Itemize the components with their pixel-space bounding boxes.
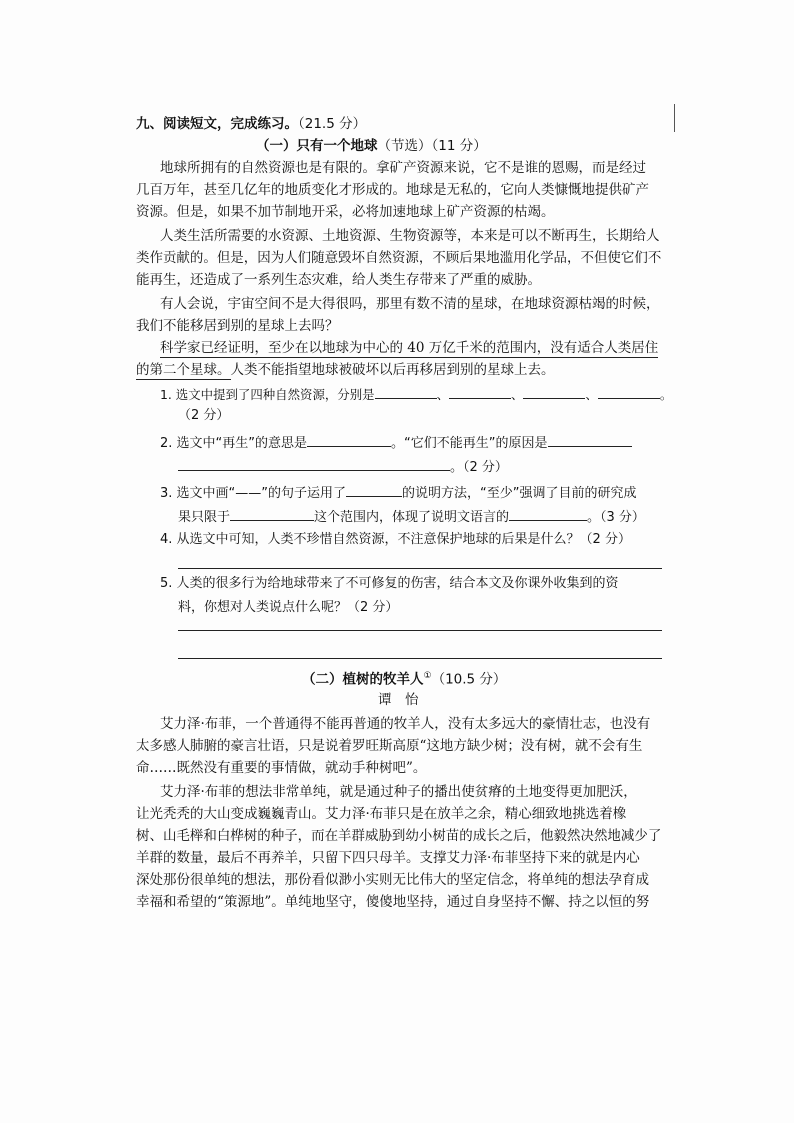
q1-separator-1: 、	[436, 387, 449, 402]
question-4: 4. 从选文中可知，人类不珍惜自然资源，不注意保护地球的后果是什么？（2 分）	[160, 532, 631, 547]
q3-answer-blank-1[interactable]	[346, 482, 402, 497]
q5-answer-line-2[interactable]	[178, 658, 662, 659]
part2-title-score: （10.5 分）	[431, 671, 507, 688]
question-3	[160, 482, 637, 504]
q5-answer-line-1[interactable]	[178, 630, 662, 631]
q1-separator-3: 、	[585, 387, 598, 402]
part1-title: （一）只有一个地球	[256, 138, 378, 154]
q2-end: 。（2 分）	[450, 460, 508, 475]
q2-text-a: 2. 选文中“再生”的意思是	[160, 436, 308, 451]
part1-title-line	[256, 136, 487, 156]
part1-p1-line1: 地球所拥有的自然资源也是有限的。拿矿产资源来说，它不是谁的恩赐，而是经过	[160, 160, 646, 176]
q3-text-d: 这个范围内，体现了说明文语言的	[314, 510, 510, 525]
part2-title: （二）植树的牧羊人	[302, 671, 424, 688]
q1-text: 1. 选文中提到了四种自然资源，分别是	[160, 387, 375, 402]
part2-p2-line6: 幸福和希望的“策源地”。单纯地坚守，傻傻地坚持，通过自身坚持不懈、持之以恒的努	[136, 894, 650, 910]
part2-p2-line2: 让光秃秃的大山变成巍巍青山。艾力泽·布菲只是在放羊之余，精心细致地挑选着橡	[136, 806, 627, 822]
q3-answer-blank-2[interactable]	[230, 506, 314, 521]
q1-end: 。	[659, 387, 673, 402]
part2-title-line	[302, 666, 506, 690]
part2-p1-line2: 太多感人肺腑的豪言壮语，只是说着罗旺斯高原“这地方缺少树；没有树，就不会有生	[136, 738, 643, 754]
part2-p1-line1: 艾力泽·布菲，一个普通得不能再普通的牧羊人，没有太多远大的豪情壮志，也没有	[160, 716, 651, 732]
question-3-cont	[178, 506, 645, 528]
part2-p2-line4: 羊群的数量，最后不再养羊，只留下四只母羊。支撑艾力泽·布菲坚持下来的就是内心	[136, 850, 640, 866]
q3-end: 。（3 分）	[587, 510, 645, 525]
part2-p2-line1: 艾力泽·布菲的想法非常单纯，就是通过种子的播出使贫瘠的土地变得更加肥沃，	[160, 784, 637, 800]
part2-author: 谭 怡	[378, 692, 419, 708]
part2-p1-line3: 命……既然没有重要的事情做，就动手种树吧”。	[136, 760, 427, 776]
part1-p4-line2	[136, 360, 555, 380]
page-edge-mark	[674, 104, 675, 132]
section-score: （21.5 分）	[298, 116, 367, 132]
part2-p2-line5: 深处那份很单纯的想法，那份看似渺小实则无比伟大的坚定信念，将单纯的想法孕育成	[136, 872, 649, 888]
question-1	[160, 384, 672, 405]
q3-text-a: 3. 选文中画“——”的句子运用了	[160, 486, 347, 501]
q4-answer-line[interactable]	[178, 568, 662, 569]
part1-p4-rest: 人类不能指望地球被破坏以后再移居到别的星球上去。	[230, 362, 555, 378]
q1-answer-blank-1[interactable]	[375, 384, 437, 399]
underlined-sentence-part1: 科学家已经证明，至少在以地球为中心的 40 万亿千米的范围内，没有适合人类居住	[160, 340, 659, 356]
question-2-cont	[178, 456, 508, 478]
part1-title-note: （节选）（11 分）	[377, 138, 487, 154]
question-2	[160, 432, 632, 454]
q2-answer-blank-2[interactable]	[548, 432, 632, 447]
part1-p3-line1: 有人会说，宇宙空间不是大得很吗，那里有数不清的星球，在地球资源枯竭的时候，	[160, 296, 660, 312]
q2-answer-blank-1[interactable]	[307, 432, 391, 447]
underlined-sentence-part2: 的第二个星球。	[136, 362, 231, 378]
part1-p2-line1: 人类生活所需要的水资源、土地资源、生物资源等，本来是可以不断再生，长期给人	[160, 228, 660, 244]
part2-p2-line3: 树、山毛榉和白桦树的种子，而在羊群威胁到幼小树苗的成长之后，他毅然决然地减少了	[136, 828, 662, 844]
part1-p2-line2: 类作贡献的。但是，因为人们随意毁坏自然资源，不顾后果地滥用化学品，不但使它们不	[136, 250, 662, 266]
q1-answer-blank-2[interactable]	[449, 384, 511, 399]
q1-separator-2: 、	[510, 387, 524, 402]
section-heading	[136, 114, 366, 134]
part1-p4-line1	[160, 338, 658, 358]
question-5-line1: 5. 人类的很多行为给地球带来了不可修复的伤害，结合本文及你课外收集到的资	[160, 576, 619, 591]
q3-text-c: 果只限于	[178, 510, 231, 525]
part1-p1-line3: 资源。但是，如果不加节制地开采，必将加速地球上矿产资源的枯竭。	[136, 204, 555, 220]
part2-footnote-marker: ①	[423, 671, 432, 681]
q3-text-b: 的说明方法，“至少”强调了目前的研究成	[402, 486, 637, 501]
q2-text-b: 。“它们不能再生”的原因是	[391, 436, 548, 451]
part1-p3-line2: 我们不能移居到别的星球上去吗？	[136, 318, 339, 334]
q1-score: （2 分）	[178, 408, 230, 423]
part1-p1-line2: 几百万年，甚至几亿年的地质变化才形成的。地球是无私的，它向人类慷慨地提供矿产	[136, 182, 649, 198]
part1-p2-line3: 能再生，还造成了一系列生态灾难，给人类生存带来了严重的威胁。	[136, 272, 541, 288]
section-title: 九、阅读短文，完成练习。	[136, 116, 298, 132]
q1-answer-blank-4[interactable]	[598, 384, 660, 399]
q3-answer-blank-3[interactable]	[509, 506, 587, 521]
q1-answer-blank-3[interactable]	[523, 384, 585, 399]
q2-answer-blank-3[interactable]	[178, 456, 450, 471]
question-5-line2: 料，你想对人类说点什么呢？（2 分）	[178, 600, 399, 615]
